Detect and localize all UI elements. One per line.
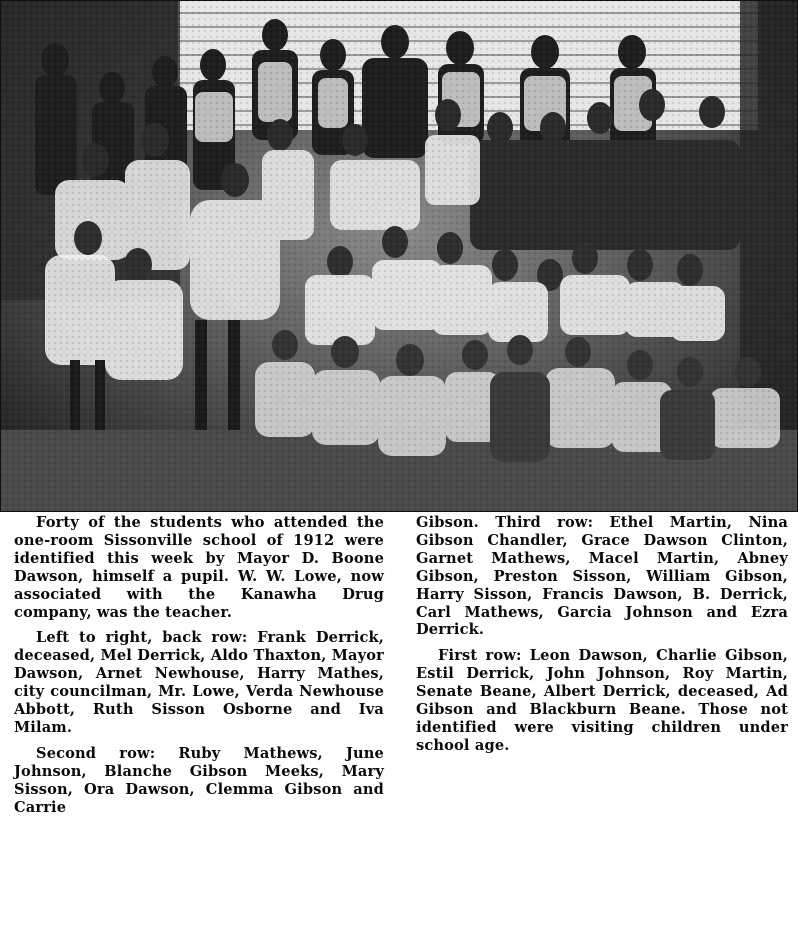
caption-back-row: Left to right, back row: Frank Derrick, deceased, Mel Derrick, Aldo Thaxton, Mayor Dawson, Arnet Newhouse, Harry Mathes, city councilman, Mr. Lowe, Verda Newhouse Abbott, Ruth Sisson Osborne and Iva Milam. [14,629,384,736]
caption-intro: Forty of the students who attended the one-room Sissonville school of 1912 were identified this week by Mayor D. Boone Dawson, himself a pupil. W. W. Lowe, now associated with the Kanawha Drug company, was the teacher. [14,514,384,621]
caption-third-row: Gibson. Third row: Ethel Martin, Nina Gibson Chandler, Grace Dawson Clinton, Garnet Mathews, Macel Martin, Abney Gibson, Preston Sisson, William Gibson, Harry Sisson, Francis Dawson, B. Derrick, Carl Mathews, Garcia Johnson and Ezra Derrick. [416,514,788,639]
caption-second-row: Second row: Ruby Mathews, June Johnson, Blanche Gibson Meeks, Mary Sisson, Ora Dawson, Clemma Gibson and Carrie [14,744,384,816]
caption-column-left [14,514,384,944]
caption-column-right [416,514,788,944]
caption-first-row: First row: Leon Dawson, Charlie Gibson, Estil Derrick, John Johnson, Roy Martin, Senate Beane, Albert Derrick, deceased, Ad Gibson and Blackburn Beane. Those not identified were visiting children under school age. [416,647,788,754]
